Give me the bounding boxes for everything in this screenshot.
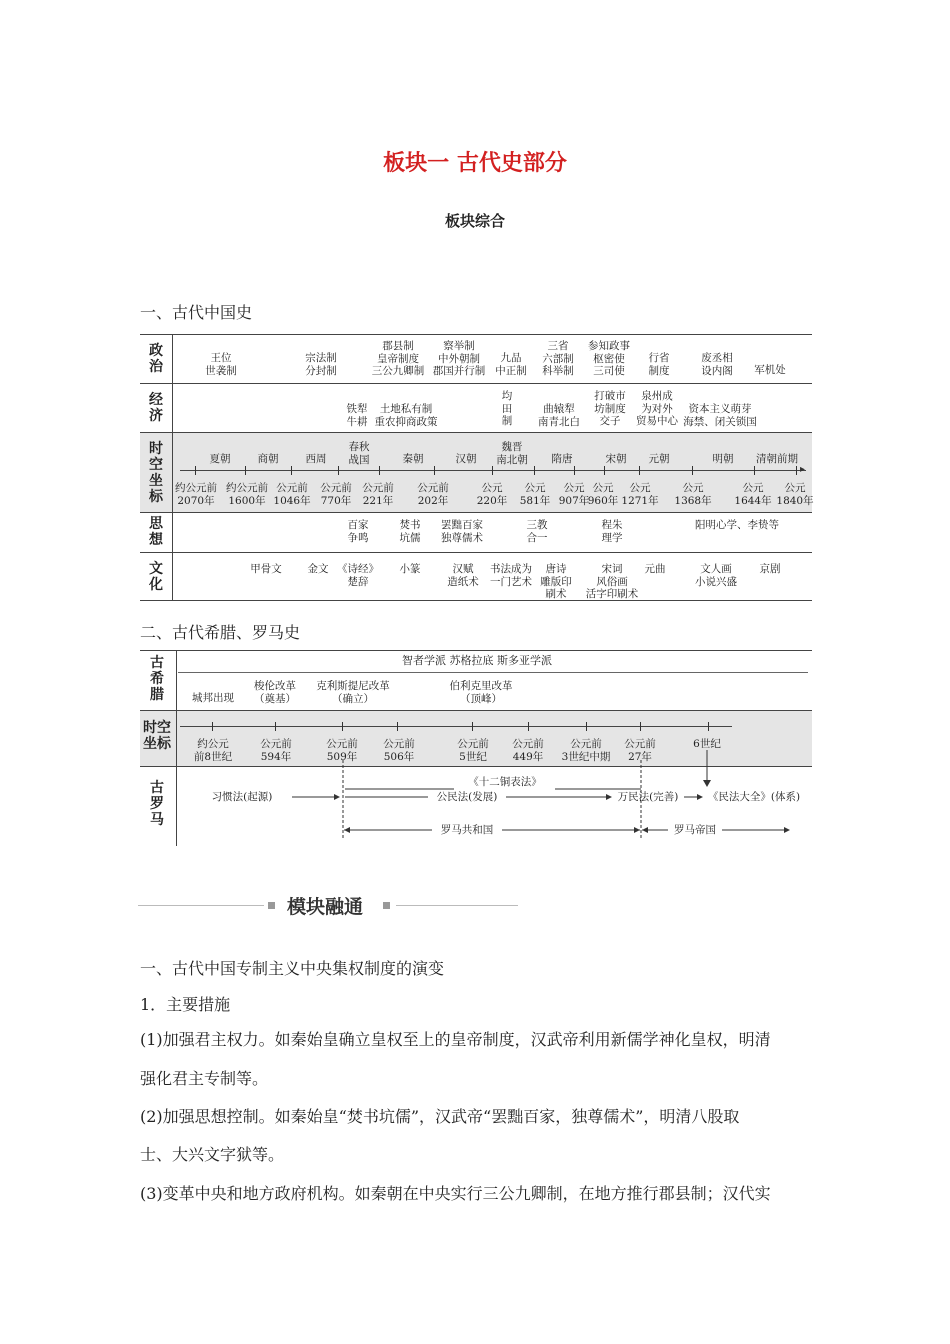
- date-label-2: 公元前 5世纪: [457, 738, 489, 763]
- greece-item: 城邦出现: [192, 692, 234, 704]
- politics-item: 察举制 中外朝制 郡国并行制: [432, 340, 486, 377]
- dynasty-label: 元朝: [648, 453, 670, 465]
- dynasty-label: 汉朝: [455, 453, 477, 465]
- culture-item: 汉赋 造纸术: [447, 563, 479, 588]
- paragraph-line: (2)加强思想控制。如秦始皇“焚书坑儒”，汉武帝“罢黜百家，独尊儒术”，明清八股取: [140, 1107, 740, 1126]
- date-label: 公元前 202年: [417, 482, 449, 507]
- date-label-2: 公元前 27年: [624, 738, 656, 763]
- culture-item: 甲骨文: [250, 563, 282, 575]
- row-label-economy: 经济: [149, 392, 163, 424]
- culture-item: 《诗经》 楚辞: [337, 563, 379, 588]
- paragraph-line: 强化君主专制等。: [140, 1069, 269, 1088]
- rome-nations-law: 万民法(完善): [617, 791, 679, 803]
- economy-item: 泉州成 为对外 贸易中心: [636, 390, 678, 427]
- thought-item: 焚书 坑儒: [399, 519, 421, 544]
- economy-item: 打破市 坊制度 交子: [594, 390, 626, 427]
- date-label: 公元 960年: [587, 482, 619, 507]
- thought-item: 百家 争鸣: [347, 519, 369, 544]
- row-label-thought: 思想: [149, 516, 163, 548]
- thought-item: 三教 合一: [526, 519, 548, 544]
- culture-item: 宋词 风俗画 活字印刷术: [585, 563, 639, 600]
- date-label-2: 公元前 594年: [260, 738, 292, 763]
- date-label: 公元前 770年: [320, 482, 352, 507]
- greece-item: 克利斯提尼改革 （确立）: [316, 680, 390, 705]
- greece-item: 伯利克里改革 （顶峰）: [449, 680, 513, 705]
- rome-republic: 罗马共和国: [440, 824, 494, 836]
- dynasty-label: 商朝: [257, 453, 279, 465]
- date-label: 公元前 1046年: [273, 482, 311, 507]
- economy-item: 资本主义萌芽 海禁、闭关锁国: [683, 403, 757, 428]
- rome-civil-law: 公民法(发展): [436, 791, 498, 803]
- section-heading-china: 一、古代中国史: [140, 303, 253, 322]
- thought-item: 罢黜百家 独尊儒术: [441, 519, 483, 544]
- culture-item: 元曲: [644, 563, 666, 575]
- dynasty-label: 隋唐: [551, 453, 573, 465]
- fusion-title: 模块融通: [287, 896, 364, 918]
- culture-item: 文人画 小说兴盛: [695, 563, 737, 588]
- date-label: 公元 1271年: [621, 482, 659, 507]
- dynasty-label: 西周: [305, 453, 327, 465]
- rome-twelve-tables: 《十二铜表法》: [468, 776, 542, 788]
- date-label: 约公元前 2070年: [175, 482, 217, 507]
- politics-item: 参知政事 枢密使 三司使: [588, 340, 630, 377]
- date-label: 公元 907年: [558, 482, 590, 507]
- politics-item: 王位 世袭制: [205, 352, 237, 377]
- date-label-2: 公元前 506年: [383, 738, 415, 763]
- row-label-timeline: 时空坐标: [149, 441, 163, 505]
- culture-item: 唐诗 雕版印 刷术: [540, 563, 572, 600]
- dynasty-label: 秦朝: [402, 453, 424, 465]
- row-label-rome: 古罗马: [150, 780, 164, 828]
- politics-item: 宗法制 分封制: [305, 352, 337, 377]
- thought-item: 阳明心学、李贽等: [695, 519, 779, 531]
- politics-item: 行省 制度: [648, 352, 670, 377]
- date-label: 约公元前 1600年: [226, 482, 268, 507]
- dynasty-label: 清朝前期: [756, 453, 798, 465]
- politics-item: 废丞相 设内阁: [701, 352, 733, 377]
- greece-item: 梭伦改革 （奠基）: [254, 680, 296, 705]
- economy-item: 均 田 制: [501, 390, 513, 427]
- rome-empire: 罗马帝国: [674, 824, 716, 836]
- dynasty-label: 宋朝: [605, 453, 627, 465]
- greece-philosophy: 智者学派 苏格拉底 斯多亚学派: [402, 654, 552, 667]
- section-heading-greece-rome: 二、古代希腊、罗马史: [140, 623, 301, 642]
- culture-item: 书法成为 一门艺术: [490, 563, 532, 588]
- page-title: 板块一 古代史部分: [383, 150, 567, 176]
- dynasty-label: 春秋 战国: [348, 441, 370, 466]
- date-label-2: 公元前 449年: [512, 738, 544, 763]
- date-label-2: 公元前 3世纪中期: [561, 738, 611, 763]
- page-subtitle: 板块综合: [444, 212, 505, 230]
- row-label-politics: 政治: [149, 343, 163, 375]
- date-label: 公元 220年: [476, 482, 508, 507]
- date-label: 公元前 221年: [362, 482, 394, 507]
- economy-item: 土地私有制 重农抑商政策: [374, 403, 438, 428]
- dynasty-label: 魏晋 南北朝: [496, 441, 528, 466]
- date-label: 公元 581年: [519, 482, 551, 507]
- economy-item: 铁犁 牛耕: [346, 403, 368, 428]
- date-label: 公元 1644年: [734, 482, 772, 507]
- rome-custom-law: 习惯法(起源): [211, 791, 273, 803]
- paragraph-line: (3)变革中央和地方政府机构。如秦朝在中央实行三公九卿制，在地方推行郡县制；汉代实: [140, 1184, 771, 1203]
- dynasty-label: 明朝: [712, 453, 734, 465]
- rome-corpus: 《民法大全》(体系): [707, 791, 801, 803]
- paragraph-line: 士、大兴文字狱等。: [140, 1145, 285, 1164]
- politics-item: 军机处: [754, 364, 786, 376]
- culture-item: 小篆: [399, 563, 421, 575]
- row-label-greece: 古希腊: [150, 655, 164, 703]
- date-label-2: 约公元 前8世纪: [193, 738, 233, 763]
- date-label-2: 公元前 509年: [326, 738, 358, 763]
- date-label: 公元 1368年: [674, 482, 712, 507]
- date-label-2: 6世纪: [693, 738, 721, 750]
- fusion-subheading: 1．主要措施: [140, 995, 231, 1014]
- dynasty-label: 夏朝: [209, 453, 231, 465]
- row-label-culture: 文化: [149, 561, 163, 593]
- culture-item: 金文: [307, 563, 329, 575]
- politics-item: 九品 中正制: [495, 352, 527, 377]
- politics-item: 郡县制 皇帝制度 三公九卿制: [371, 340, 425, 377]
- date-label: 公元 1840年: [776, 482, 814, 507]
- paragraph-line: (1)加强君主权力。如秦始皇确立皇权至上的皇帝制度，汉武帝利用新儒学神化皇权，明清: [140, 1030, 771, 1049]
- fusion-heading: 一、古代中国专制主义中央集权制度的演变: [140, 959, 445, 978]
- row-label-timeline-2: 时空坐标: [143, 720, 171, 752]
- thought-item: 程朱 理学: [601, 519, 623, 544]
- economy-item: 曲辕犁 南青北白: [538, 403, 580, 428]
- culture-item: 京剧: [759, 563, 781, 575]
- politics-item: 三省 六部制 科举制: [542, 340, 574, 377]
